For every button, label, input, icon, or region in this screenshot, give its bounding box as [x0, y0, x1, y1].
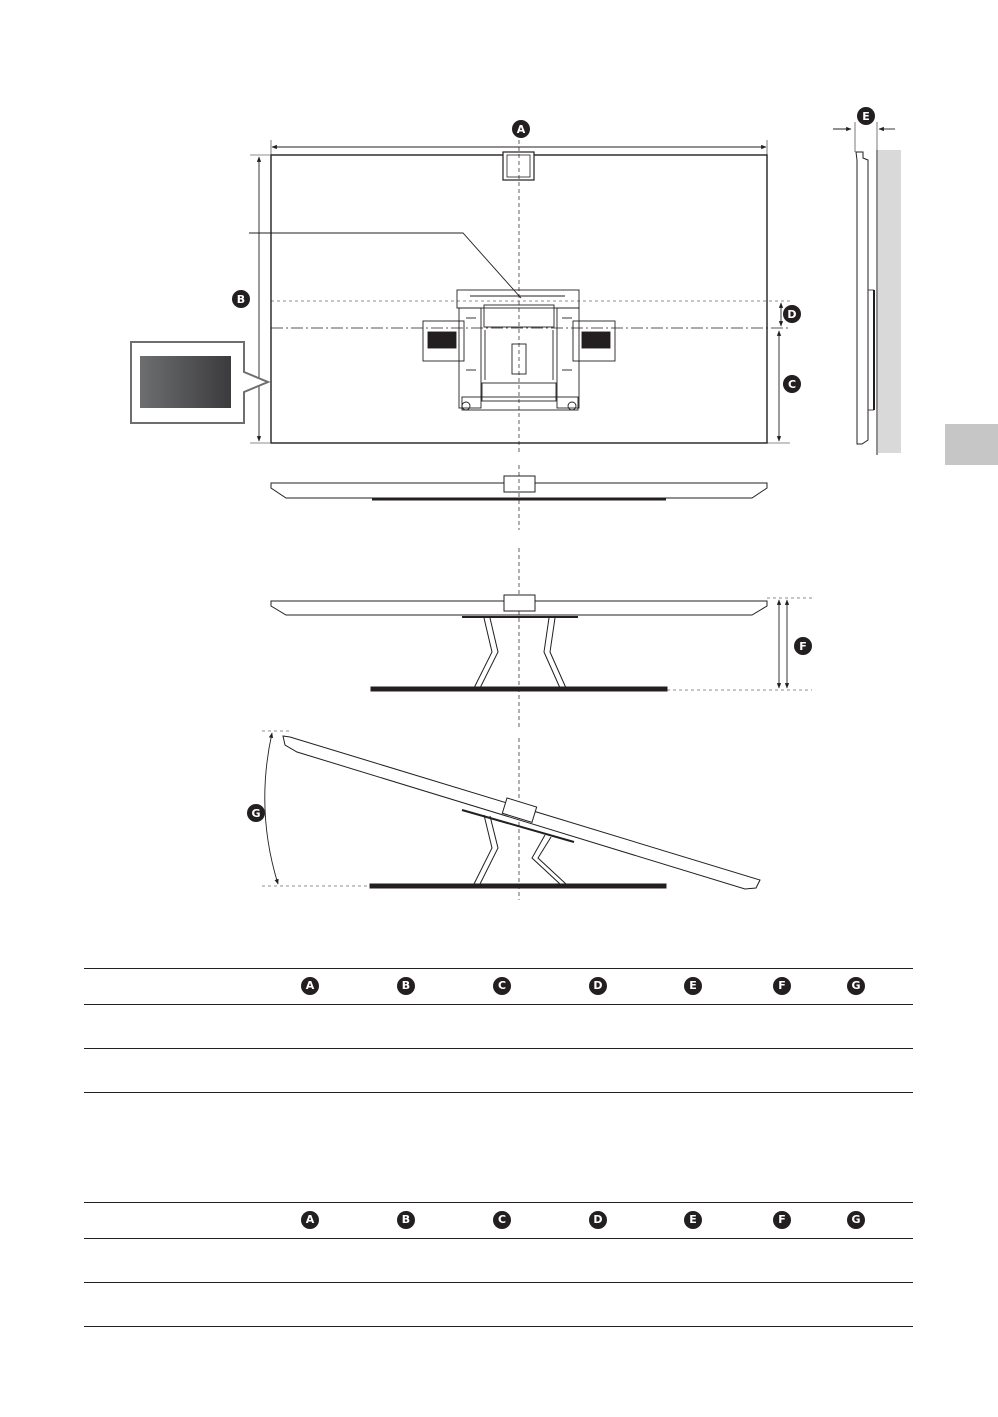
svg-text:G: G — [251, 807, 261, 820]
svg-text:A: A — [516, 123, 526, 136]
table-row — [84, 1005, 913, 1049]
table-header-row — [84, 968, 913, 1005]
tv-front-view — [249, 140, 790, 455]
table-row — [84, 1239, 913, 1283]
tv-side-view — [833, 122, 901, 455]
col-header-e: E — [684, 977, 702, 995]
table-row — [84, 1049, 913, 1093]
dimension-table-1 — [84, 968, 913, 1093]
svg-text:D: D — [787, 308, 797, 321]
table-row — [84, 1283, 913, 1327]
badge-f — [794, 637, 812, 655]
dimension-badges — [232, 107, 875, 822]
tv-top-view — [271, 465, 767, 530]
badge-c — [783, 375, 801, 393]
badge-g — [247, 804, 265, 822]
badge-e — [857, 107, 875, 125]
tv-stand-front-view — [271, 548, 812, 728]
col-header-b: B — [397, 977, 415, 995]
svg-text:C: C — [787, 378, 797, 391]
badge-d — [783, 305, 801, 323]
col-header-a: A — [301, 977, 319, 995]
svg-text:F: F — [799, 640, 807, 653]
screen-callout — [131, 342, 268, 423]
col-header-e: E — [684, 1211, 702, 1229]
col-header-g: G — [847, 1211, 865, 1229]
table-header-row — [84, 1202, 913, 1239]
col-header-c: C — [493, 1211, 511, 1229]
col-header-d: D — [589, 1211, 607, 1229]
col-header-b: B — [397, 1211, 415, 1229]
dimension-table-2 — [84, 1202, 913, 1327]
svg-text:E: E — [862, 110, 870, 123]
svg-text:B: B — [236, 293, 246, 306]
col-header-d: D — [589, 977, 607, 995]
col-header-g: G — [847, 977, 865, 995]
badge-b — [232, 290, 250, 308]
col-header-f: F — [773, 1211, 791, 1229]
tv-tilt-view — [262, 731, 760, 900]
col-header-f: F — [773, 977, 791, 995]
badge-a — [512, 120, 530, 138]
col-header-c: C — [493, 977, 511, 995]
col-header-a: A — [301, 1211, 319, 1229]
